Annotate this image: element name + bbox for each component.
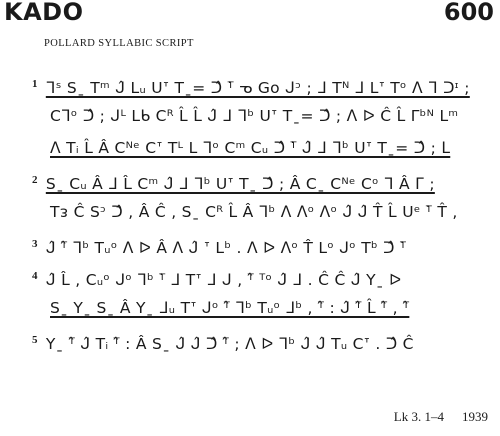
line-text: Sˍ Cᵤ Â ᒧ L̂ Cᵐ ᒍ̂ ᒧ ᒣᵇ Uᐪ Tˍ ᑐ̂ ; Â Cˍ Cᴺᵉ Cᵒ ᒣ Â ᒥ ;: [45, 175, 435, 194]
passage-line: [32, 324, 497, 356]
passage-line: [32, 228, 497, 260]
passage-line: [32, 132, 497, 164]
verse-number: 5: [32, 334, 38, 346]
line-text: ᐱ Tᵢ L̂ Â Cᴺᵉ Cᐪ Tᴸ L ᒣᵒ Cᵐ Cᵤ ᑐ̂ ᵀ̇ ᒍ̂ ᒧ ᒣᵇ Uᐪ Tˍ= ᑐ̂ ; ᒪ: [50, 139, 451, 157]
line-text: Tᴈ Ĉ Sᵓ ᑐ̂ , Â Ĉ , Sˍ Cᴿ L̂ Â ᒣᵇ ᐱ ᐱᵒ ᐱᵒ ᒍ̂ ᒍ̂ T̂ L̂ Uᵉ ᵀ̇ T̂ ,: [50, 203, 458, 221]
passage-line: [32, 196, 497, 228]
bible-citation: Lk 3. 1–4: [393, 409, 444, 424]
passage-line: [32, 292, 497, 324]
script-name: POLLARD SYLLABIC SCRIPT: [44, 38, 194, 49]
verse-number: 4: [32, 270, 38, 282]
passage-line: [32, 260, 497, 292]
line-text: ᒣˢ Sˍ Tᵐ ᒍ̂ Lᵤ Uᐪ Tˍ= ᑐ̂ ᵀ̇ ᓀ Gᴏ ᒍᵓ ; ᒧ Tᴺ ᒧ Lᐪ Tᵒ ᐱ ᒣ ᑐᶦ ;: [45, 79, 470, 98]
publication-year: 1939: [462, 409, 488, 424]
entry-number: 600: [443, 0, 494, 26]
passage-line: [32, 68, 497, 100]
language-name: KADO: [4, 0, 84, 26]
line-text: Yˍ ᵀ̂ ᒍ̂ Tᵢ ᵀ̂ : Â Sˍ ᒍ̂ ᒍ̂ ᑐ̂ ᵀ̂ ; ᐱ ᐅ ᒣᵇ ᒍ̂ ᒍ̂ Tᵤ Cᐪ . ᑐ̂ Ĉ: [45, 335, 414, 354]
entry-header: [4, 0, 494, 32]
scripture-passage: [32, 68, 497, 356]
verse-number: 3: [32, 238, 38, 250]
reference-footer: [394, 409, 488, 425]
verse-number: 2: [32, 174, 38, 186]
verse-number: 1: [32, 78, 38, 90]
line-text: Sˍ Yˍ Sˍ Â Yˍ ᒧᵤ Tᐪ ᒍᵒ ᵀ̂ ᒣᵇ Tᵤᵒ ᒧᵇ , ᵀ̂ : ᒍ̂ ᵀ̂ L̂ ᵀ̂ , ᵀ̂: [50, 299, 410, 317]
line-text: ᒍ̂ ᵀ̂ ᒣᵇ Tᵤᵒ ᐱ ᐅ Â ᐱ ᒍ̂ ᐪ Lᵇ . ᐱ ᐅ ᐱᵒ T̂ Lᵒ ᒍᵒ Tᵇ ᑐ̂ ᵀ̇: [45, 239, 407, 258]
passage-line: [32, 164, 497, 196]
passage-line: [32, 100, 497, 132]
line-text: ᒍ̂ L̂ , Cᵤᵒ ᒍᵒ ᒣᵇ ᵀ̇ ᒧ Tᐪ ᒧ ᒍ , ᵀ̂ ᵀᵒ ᒍ̂ ᒧ . Ĉ Ĉ ᒍ̂ Yˍ ᐅ: [45, 271, 402, 290]
line-text: Cᒣᵒ ᑐ̂ ; ᒍᴸ Lᑲ Cᴿ L̂ L̂ ᒍ̂ ᒧ ᒣᵇ Uᐪ Tˍ= ᑐ̂ ; ᐱ ᐅ Ĉ L̂ Γᵇᴺ Lᵐ: [50, 107, 459, 125]
